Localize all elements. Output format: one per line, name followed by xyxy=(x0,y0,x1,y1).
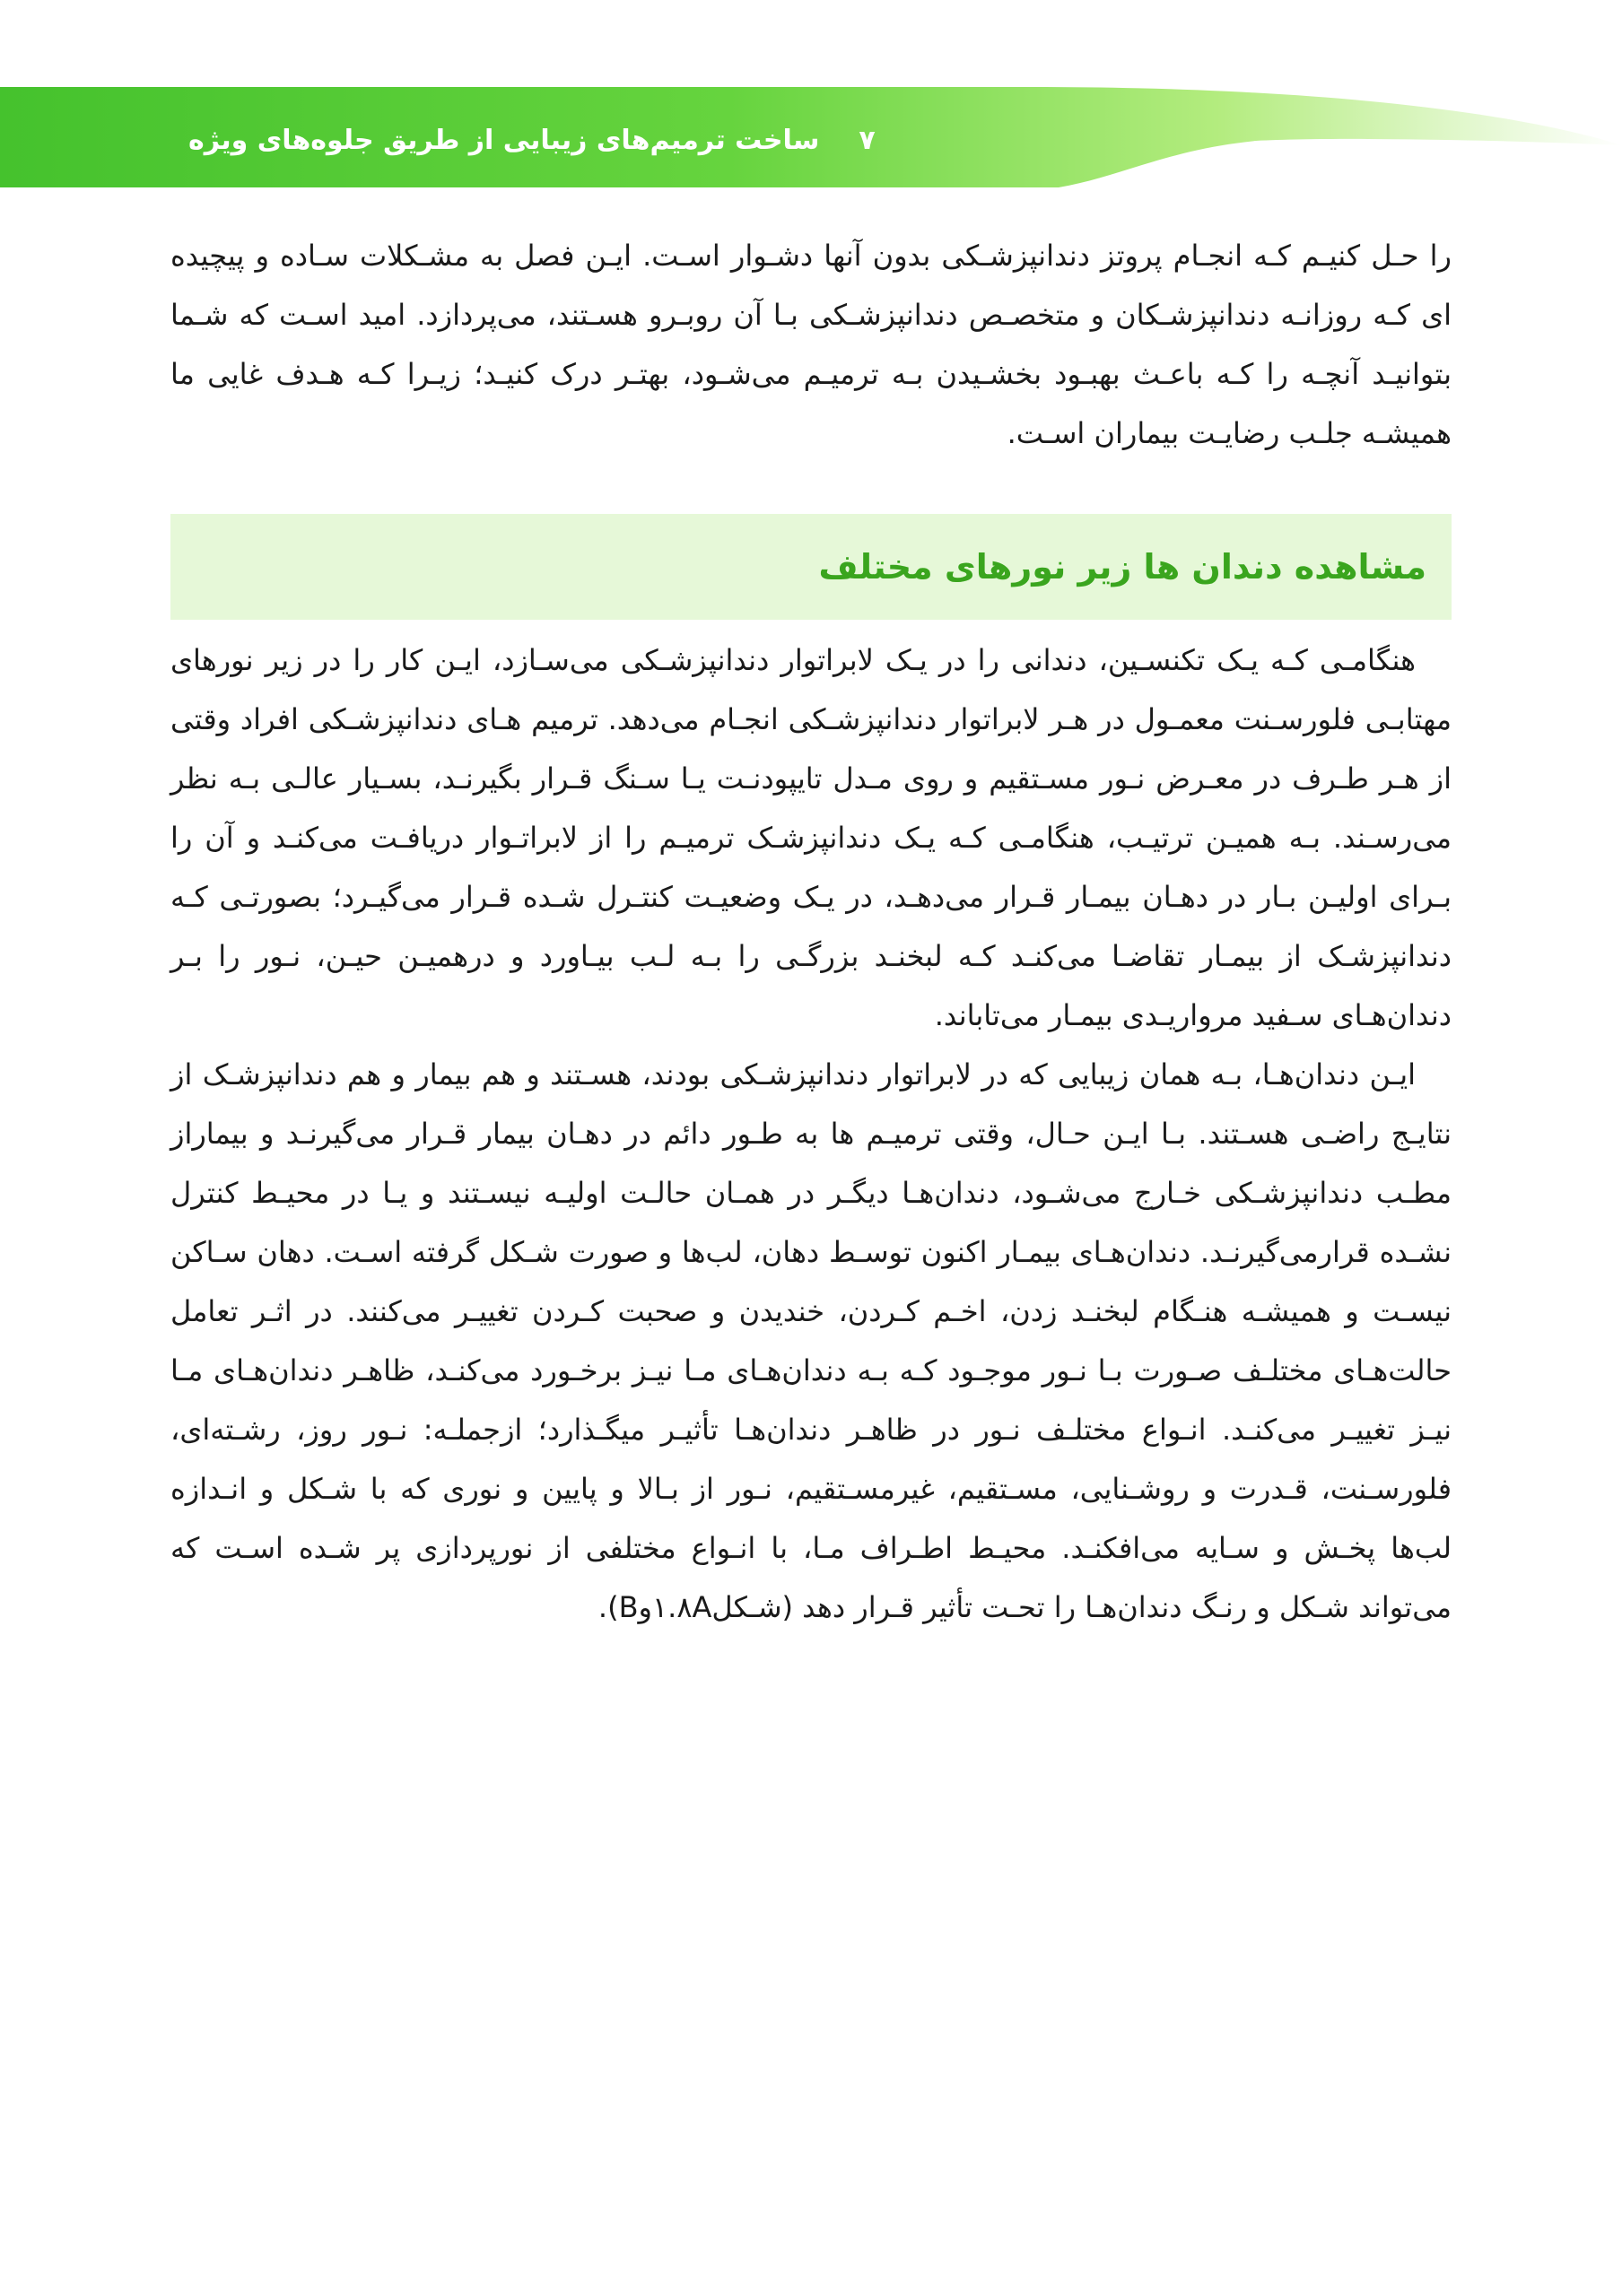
paragraph: ایـن دندان‌هـا، بـه همان زیبایی که در لابراتوار دندانپزشـکی بودند، هسـتند و هم بیمار و هم دندانپزشـک از نتایـج راضـی هسـتند. بـا ایـن حـال، وقتی ترمیـم ها به طـور دائم در دهـان بیمار قـرار می‌گیرنـد و بیماراز مطـب دندانپزشـکی خـارج می‌شـود، دندان‌هـا دیگـر در همـان حالـت اولیـه نیسـتند و یـا در محیـط کنترل نشـده قرارمی‌گیرنـد. دندان‌هـای بیمـار اکنون توسـط دهان، لب‌ها و صورت شـکل گرفته اسـت. دهان سـاکن نیسـت و همیشـه هنـگام لبخنـد زدن، اخـم کـردن، خندیدن و صحبت کـردن تغییـر می‌کنند. در اثـر تعامل حالت‌هـای مختلـف صـورت بـا نـور موجـود کـه بـه دندان‌هـای مـا نیـز برخـورد می‌کنـد، ظاهـر دندان‌هـای مـا نیـز تغییـر می‌کنـد. انـواع مختلـف نـور در ظاهـر دندان‌هـا تأثیـر میگـذارد؛ ازجملـه: نـور روز، رشـته‌ای، فلورسـنت، قـدرت و روشـنایی، مسـتقیم، غیرمسـتقیم، نـور از بـالا و پایین و نوری که با شـکل و انـدازه لب‌ها پخـش و سـایه می‌افکنـد. محیـط اطـراف مـا، با انـواع مختلفی از نورپردازی پر شـده اسـت که می‌تواند شـکل و رنـگ دندان‌هـا را تحـت تأثیر قـرار دهد (شـکل۱.۸Aو‌B). xyxy=(170,1057,1452,1624)
intro-paragraph-block xyxy=(170,226,1452,463)
page-number: ۷ xyxy=(859,124,876,156)
section-title: مشاهده دندان ها زیر نورهای مختلف xyxy=(818,547,1426,587)
running-header xyxy=(188,115,876,165)
header-title: ساخت ترمیم‌های زیبایی از طریق جلوه‌های ویژه xyxy=(188,124,820,156)
paragraph: هنگامـی کـه یـک تکنسـین، دندانی را در یـک لابراتوار دندانپزشـکی می‌سـازد، ایـن کار را در زیر نورهای مهتابـی فلورسـنت معمـول در هـر لابراتوار دندانپزشـکی انجـام می‌دهد. ترمیم هـای دندانپزشـکی افراد وقتی از هـر طـرف در معـرض نـور مسـتقیم و روی مـدل تایپودنـت یـا سـنگ قـرار بگیرنـد، بسـیار عالـی بـه نظر می‌رسـند. بـه همیـن ترتیـب، هنگامـی کـه یـک دندانپزشـک ترمیـم را از لابراتـوار دریافـت می‌کنـد و آن را بـرای اولیـن بـار در دهـان بیمـار قـرار می‌دهـد، در یـک وضعیـت کنتـرل شـده قـرار می‌گیـرد؛ بصورتـی کـه دندانپزشـک از بیمـار تقاضـا می‌کنـد کـه لبخنـد بزرگـی را بـه لـب بیـاورد و درهمیـن حیـن، نـور را بـر دندان‌هـای سـفید مرواریـدی بیمـار می‌تاباند. xyxy=(170,643,1452,1032)
main-text-block xyxy=(170,631,1452,1637)
intro-paragraph: را حـل کنیـم کـه انجـام پروتز دندانپزشـکی بدون آنها دشـوار اسـت. ایـن فصل به مشـکلات سـاده و پیچیده ای کـه روزانـه دندانپزشـکان و متخصـص دندانپزشـکی بـا آن روبـرو هسـتند، می‌پردازد. امید اسـت که شـما بتوانیـد آنچـه را کـه باعـث بهبـود بخشـیدن بـه ترمیـم می‌شـود، بهتـر درک کنیـد؛ زیـرا کـه هـدف غایی ما همیشـه جلـب رضایـت بیماران اسـت. xyxy=(170,239,1452,450)
section-heading-box xyxy=(170,514,1452,620)
